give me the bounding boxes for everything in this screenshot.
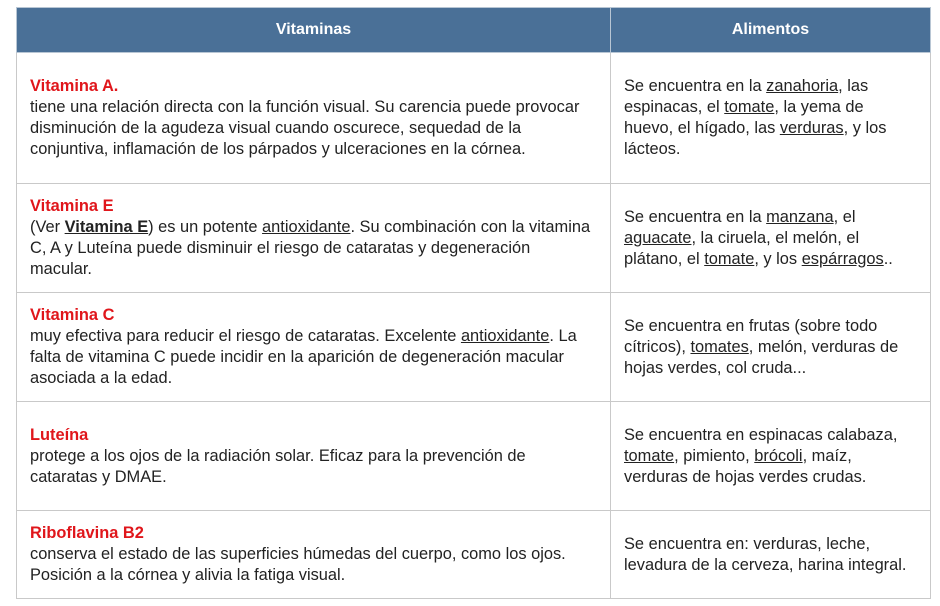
vitamin-description: ) es un potente [148, 218, 263, 236]
vitamin-description: . La falta de vitamina C puede incidir en la aparición de degeneración macular asociada a la edad. [30, 327, 577, 387]
food-text: , el [833, 207, 856, 226]
vitamin-cell [17, 53, 611, 184]
food-text: Se encuentra en la [624, 207, 767, 226]
vitamin-description: protege a los ojos de la radiación solar. Eficaz para la prevención de cataratas y DMAE. [30, 446, 526, 486]
table-row [17, 53, 931, 184]
link-tomate[interactable]: tomate [724, 98, 775, 116]
link-tomate[interactable]: tomate [624, 446, 675, 465]
food-text: , y los [754, 249, 802, 268]
header-alimentos: Alimentos [611, 8, 931, 53]
table-row [17, 184, 931, 293]
food-text: Se encuentra en: verduras, leche, levadura de la cerveza, harina integral. [624, 534, 907, 574]
link-brocoli[interactable]: brócoli [754, 446, 803, 465]
vitamins-table [16, 7, 931, 599]
vitamin-description: . Su combinación con la vitamina C, A y Luteína puede disminuir el riesgo de cataratas y degeneración macular. [30, 218, 591, 278]
vitamin-name: Vitamina A. [30, 77, 119, 95]
food-text: , y los lácteos. [624, 119, 887, 158]
table-row [17, 293, 931, 402]
food-text: , maíz, verduras de hojas verdes crudas. [624, 446, 867, 486]
vitamin-cell [17, 402, 611, 511]
link-zanahoria[interactable]: zanahoria [766, 77, 839, 95]
vitamin-description: conserva el estado de las superficies húmedas del cuerpo, como los ojos. Posición a la córnea y alivia la fatiga visual. [30, 545, 566, 584]
table-row [17, 511, 931, 599]
vitamin-cell [17, 511, 611, 599]
vitamin-description: (Ver [30, 218, 65, 236]
food-cell [611, 402, 931, 511]
food-text: , la yema de huevo, el hígado, las [624, 98, 864, 137]
link-aguacate[interactable]: aguacate [624, 228, 692, 247]
food-cell [611, 184, 931, 293]
table-row [17, 402, 931, 511]
link-vitamina-e[interactable]: Vitamina E [64, 218, 149, 236]
vitamin-name: Luteína [30, 425, 89, 444]
link-esparragos[interactable]: espárragos [801, 249, 884, 268]
link-antioxidante[interactable]: antioxidante [262, 218, 351, 236]
link-tomate[interactable]: tomate [704, 249, 755, 268]
link-tomates[interactable]: tomates [690, 337, 749, 356]
header-vitaminas: Vitaminas [17, 8, 611, 53]
link-verduras[interactable]: verduras [779, 119, 844, 137]
vitamin-name: Vitamina C [30, 306, 115, 324]
vitamin-name: Riboflavina B2 [30, 524, 144, 542]
food-text: Se encuentra en espinacas calabaza, [624, 425, 898, 444]
vitamin-description: muy efectiva para reducir el riesgo de cataratas. Excelente [30, 327, 461, 345]
vitamin-description: tiene una relación directa con la función visual. Su carencia puede provocar disminución de la agudeza visual cuando oscurece, sequedad de la conjuntiva, inflamación de los párpados y ulceraciones en la córnea. [30, 98, 580, 158]
food-cell [611, 293, 931, 402]
food-cell [611, 511, 931, 599]
food-text: , pimiento, [674, 446, 755, 465]
food-text: , la ciruela, el melón, el plátano, el [624, 228, 860, 268]
link-antioxidante[interactable]: antioxidante [460, 327, 550, 345]
food-text: , melón, verduras de hojas verdes, col cruda... [624, 337, 899, 377]
food-text: Se encuentra en frutas (sobre todo cítricos), [624, 316, 878, 356]
food-text: .. [883, 249, 893, 268]
food-cell [611, 53, 931, 184]
vitamin-cell [17, 184, 611, 293]
food-text: Se encuentra en la [624, 77, 767, 95]
table-header-row [17, 8, 931, 53]
link-manzana[interactable]: manzana [766, 207, 834, 226]
vitamin-name: Vitamina E [30, 197, 114, 215]
vitamin-cell [17, 293, 611, 402]
food-text: , las espinacas, el [624, 77, 869, 116]
